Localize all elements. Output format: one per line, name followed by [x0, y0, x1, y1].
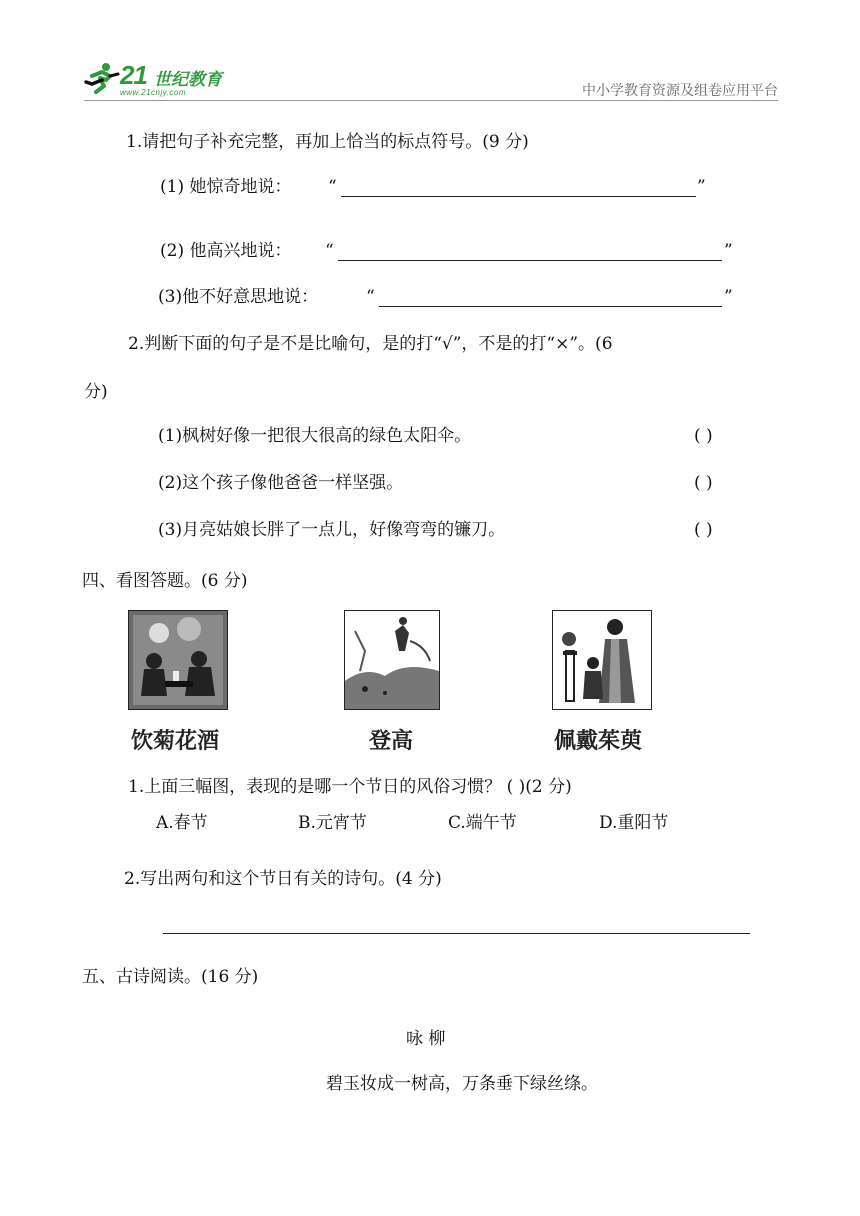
- item-label: (2) 他高兴地说：: [160, 241, 292, 261]
- section-heading: 四、看图答题。(6 分): [82, 571, 248, 591]
- answer-paren[interactable]: ( ): [694, 520, 713, 540]
- question-title: 2.判断下面的句子是不是比喻句，是的打“√”，不是的打“×”。(6: [128, 334, 613, 354]
- picture-caption: 佩戴茱萸: [554, 729, 643, 754]
- section-heading: 五、古诗阅读。(16 分): [82, 967, 259, 987]
- answer-line[interactable]: [163, 933, 750, 934]
- picture-caption: 登高: [369, 729, 414, 754]
- answer-paren[interactable]: ( ): [694, 426, 713, 446]
- item-label: (1) 她惊奇地说：: [160, 177, 292, 197]
- open-quote: “: [325, 241, 334, 261]
- open-quote: “: [366, 287, 375, 307]
- picture-caption: 饮菊花酒: [131, 729, 220, 754]
- answer-line[interactable]: [338, 260, 722, 261]
- question-title-cont: 分): [84, 382, 108, 402]
- runner-icon: [84, 62, 120, 94]
- question-text: 1.上面三幅图，表现的是哪一个节日的风俗习惯？ ( )(2 分): [128, 777, 572, 797]
- drinking-chrysanthemum-wine-picture: [128, 610, 228, 710]
- logo-text: 世纪教育: [154, 70, 222, 90]
- question-text: 2.写出两句和这个节日有关的诗句。(4 分): [124, 869, 442, 889]
- climbing-mountain-picture: [344, 610, 440, 710]
- wearing-dogwood-picture: [552, 610, 652, 710]
- judge-item: (2)这个孩子像他爸爸一样坚强。: [158, 473, 404, 493]
- logo-url: www.21cnjy.com: [120, 88, 186, 97]
- close-quote: ”: [724, 241, 733, 261]
- option-b[interactable]: B.元宵节: [298, 813, 367, 833]
- poem-title: 咏 柳: [406, 1029, 446, 1049]
- poem-line: 碧玉妆成一树高，万条垂下绿丝绦。: [326, 1074, 598, 1094]
- judge-item: (3)月亮姑娘长胖了一点儿，好像弯弯的镰刀。: [158, 520, 506, 540]
- header-divider: [84, 100, 778, 101]
- logo: [84, 58, 244, 100]
- platform-name: 中小学教育资源及组卷应用平台: [582, 83, 778, 99]
- answer-paren[interactable]: ( ): [694, 473, 713, 493]
- option-a[interactable]: A.春节: [156, 813, 208, 833]
- logo-number: 21: [120, 60, 147, 90]
- close-quote: ”: [724, 287, 733, 307]
- judge-item: (1)枫树好像一把很大很高的绿色太阳伞。: [158, 426, 472, 446]
- answer-line[interactable]: [379, 306, 722, 307]
- question-title: 1.请把句子补充完整，再加上恰当的标点符号。(9 分): [126, 132, 529, 152]
- option-c[interactable]: C.端午节: [448, 813, 517, 833]
- open-quote: “: [328, 177, 337, 197]
- item-label: (3)他不好意思地说：: [158, 287, 319, 307]
- option-d[interactable]: D.重阳节: [599, 813, 669, 833]
- close-quote: ”: [697, 177, 706, 197]
- answer-line[interactable]: [341, 196, 696, 197]
